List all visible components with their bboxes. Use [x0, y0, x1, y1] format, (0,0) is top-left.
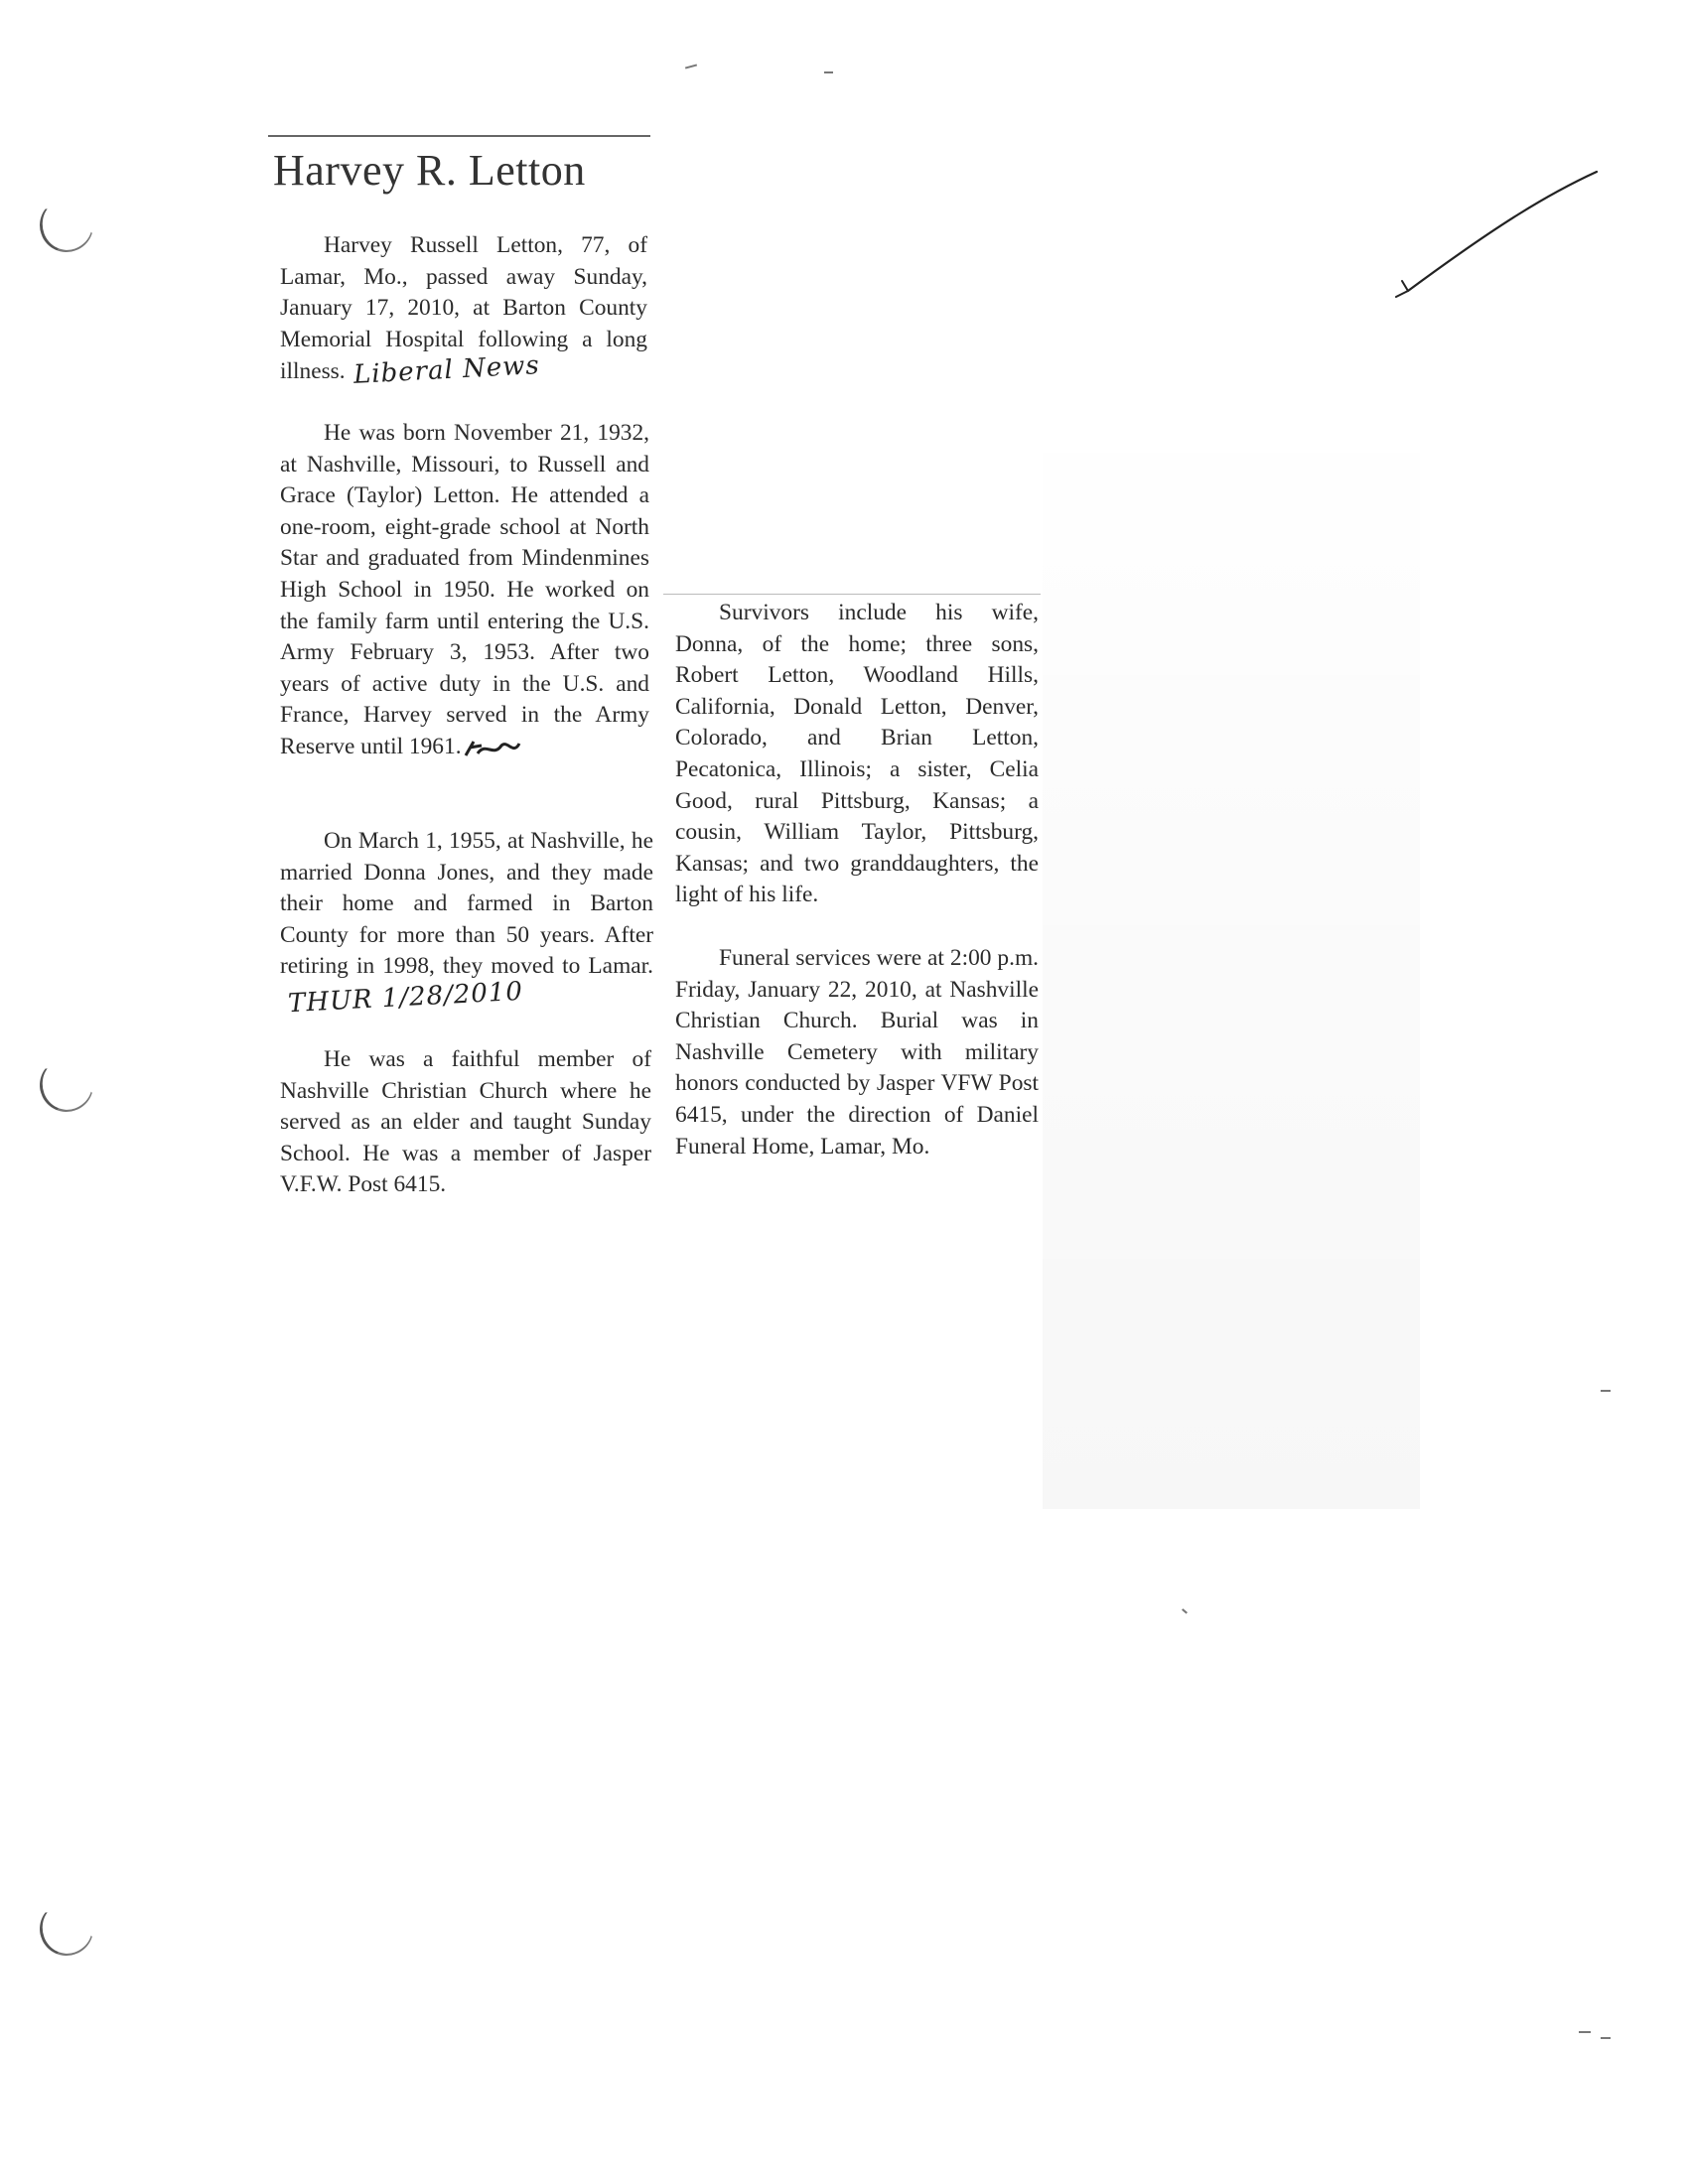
- scan-speck: [1601, 1390, 1611, 1392]
- paragraph-text: He was a faithful member of Nashville Christian Church where he served as an elder and taught Sunday School. He was a member of Jasper V.F.W. Post 6415.: [280, 1046, 651, 1198]
- paragraph-text: He was born November 21, 1932, at Nashville, Missouri, to Russell and Grace (Taylor) Letton. He attended a one-room, eight-grade school at North Star and graduated from Mindenmines High School in 1950. He worked on the family farm until entering the U.S. Army February 3, 1953. After two years of active duty in the U.S. and France, Harvey served in the Army Reserve until 1961.: [280, 420, 649, 759]
- handwritten-note: Liberal News: [352, 350, 541, 391]
- paragraph-text: Harvey Russell Letton, 77, of Lamar, Mo., passed away Sunday, January 17, 2010, at Barton County Memorial Hospital following a long illness.: [280, 232, 647, 385]
- scan-speck: [1579, 2031, 1591, 2033]
- left-column-para-3: [280, 826, 653, 1020]
- bleed-through: [1043, 397, 1420, 1509]
- punch-hole: [32, 191, 100, 259]
- left-column-para-2: [280, 418, 649, 763]
- right-column-para-2: [675, 943, 1039, 1162]
- obituary-title: Harvey R. Letton: [273, 146, 586, 195]
- scan-speck: [824, 71, 833, 73]
- paragraph-text: On March 1, 1955, at Nashville, he married Donna Jones, and they made their home and farmed in Barton County for more than 50 years. After retiring in 1998, they moved to Lamar.: [280, 828, 653, 980]
- scribble-mark-icon: [464, 738, 521, 759]
- clipping-top-rule: [268, 135, 650, 137]
- scan-speck: [1601, 2037, 1611, 2039]
- paragraph-text: Funeral services were at 2:00 p.m. Friday, January 22, 2010, at Nashville Christian Church. Burial was in Nashville Cemetery with military honors conducted by Jasper VFW Post 6415, under the direction of Daniel Funeral Home, Lamar, Mo.: [675, 945, 1039, 1160]
- paragraph-text: Survivors include his wife, Donna, of the home; three sons, Robert Letton, Woodland Hills, California, Donald Letton, Denver, Colorado, and Brian Letton, Pecatonica, Illinois; a sister, Celia Good, rural Pittsburg, Kansas; a cousin, William Taylor, Pittsburg, Kansas; and two granddaughters, the light of his life.: [675, 600, 1039, 908]
- punch-hole: [32, 1050, 100, 1119]
- column-rule: [663, 594, 1041, 595]
- scan-speck: [1182, 1608, 1188, 1613]
- left-column-para-1: [280, 230, 647, 391]
- handwritten-date: THUR 1/28/2010: [287, 976, 524, 1020]
- right-column-para-1: [675, 598, 1039, 911]
- punch-hole: [32, 1894, 100, 1963]
- pen-stroke-icon: [1380, 164, 1609, 308]
- left-column-para-4: [280, 1044, 651, 1201]
- scan-speck: [685, 64, 697, 68]
